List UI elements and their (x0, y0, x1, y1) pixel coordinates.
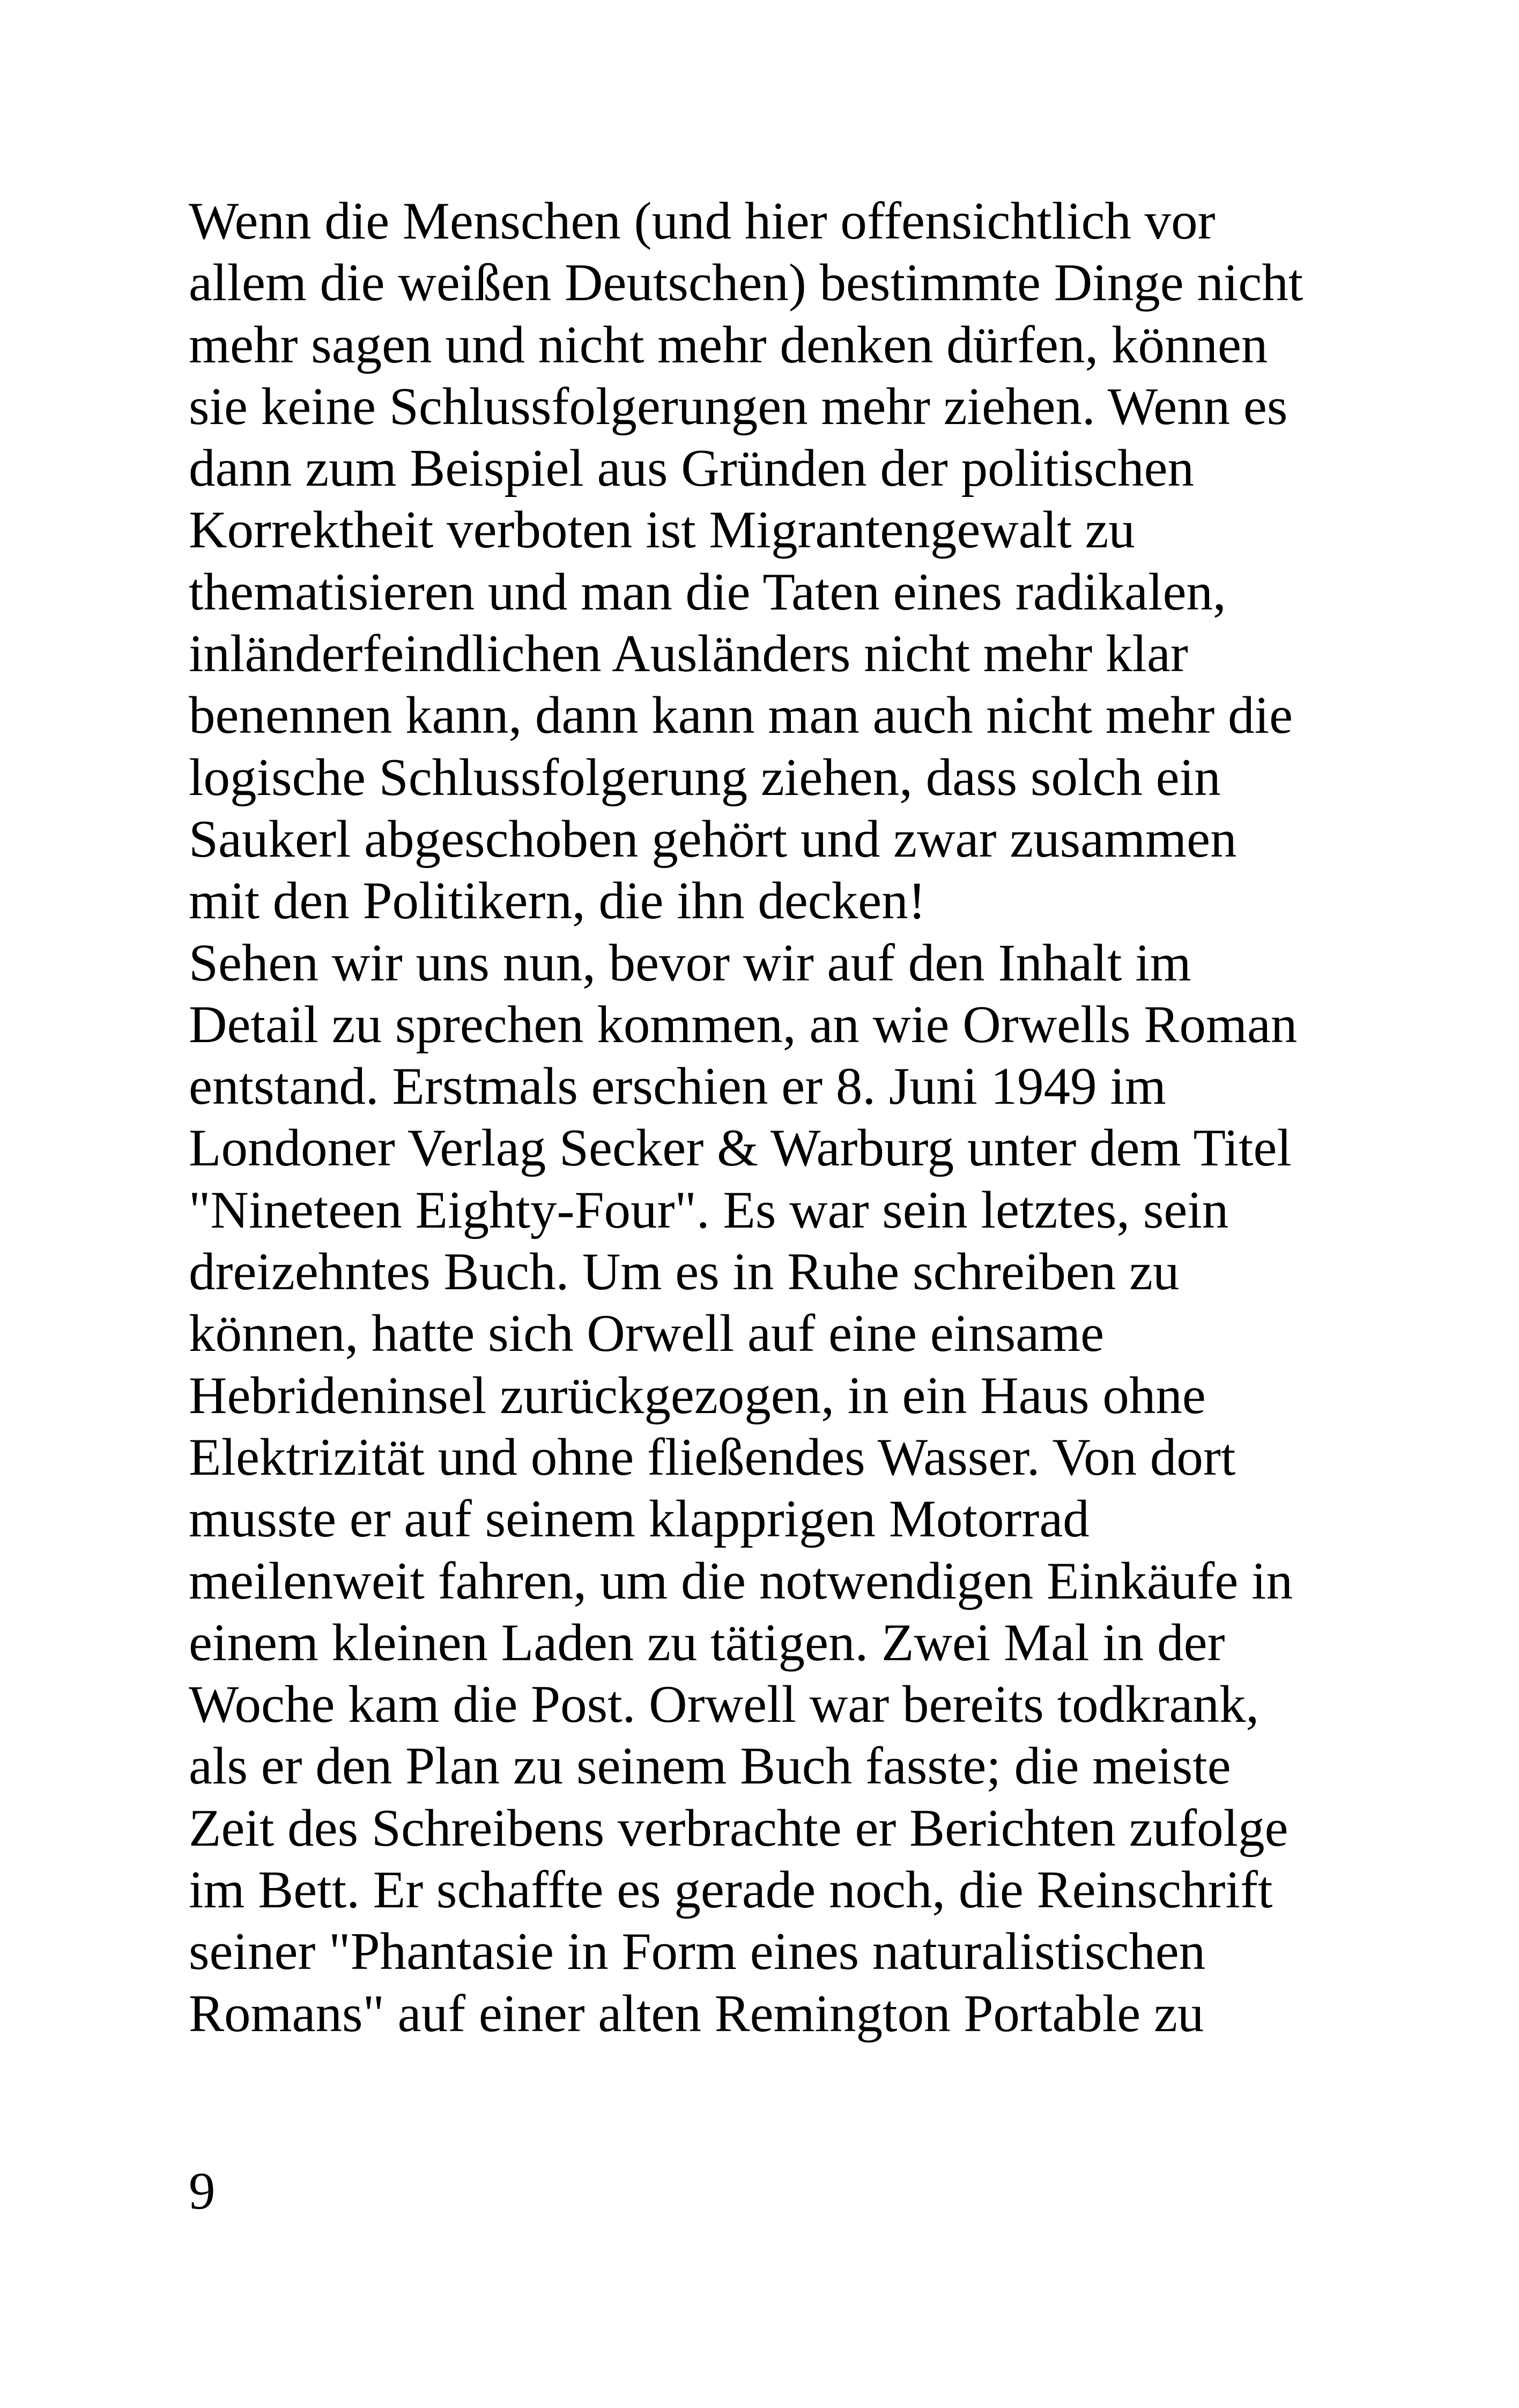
text-line: meilenweit fahren, um die notwendigen Einkäufe in (189, 1551, 1293, 1610)
text-line: thematisieren und man die Taten eines radikalen, (189, 562, 1226, 621)
text-line: Zeit des Schreibens verbrachte er Berichten zufolge (189, 1798, 1288, 1857)
text-line: einem kleinen Laden zu tätigen. Zwei Mal in der (189, 1613, 1225, 1672)
text-line: Londoner Verlag Secker & Warburg unter dem Titel (189, 1119, 1292, 1178)
text-line: Woche kam die Post. Orwell war bereits todkrank, (189, 1675, 1259, 1734)
text-line: Saukerl abgeschoben gehört und zwar zusammen (189, 809, 1237, 868)
text-line: entstand. Erstmals erschien er 8. Juni 1949 im (189, 1057, 1166, 1116)
text-line: Wenn die Menschen (und hier offensichtlich vor (189, 192, 1216, 250)
text-line: im Bett. Er schaffte es gerade noch, die Reinschrift (189, 1861, 1273, 1920)
text-line: Romans" auf einer alten Remington Portable zu (189, 1984, 1204, 2043)
text-line: sie keine Schlussfolgerungen mehr ziehen. Wenn es (189, 377, 1288, 436)
text-line: logische Schlussfolgerung ziehen, dass solch ein (189, 748, 1221, 807)
text-line: dann zum Beispiel aus Gründen der politischen (189, 439, 1195, 498)
text-line: Sehen wir uns nun, bevor wir auf den Inhalt im (189, 933, 1191, 992)
text-line: Elektrizität und ohne fließendes Wasser. Von dort (189, 1428, 1236, 1487)
text-line: Korrektheit verboten ist Migrantengewalt zu (189, 501, 1135, 560)
text-line: als er den Plan zu seinem Buch fasste; die meiste (189, 1737, 1231, 1796)
text-line: benennen kann, dann kann man auch nicht mehr die (189, 686, 1293, 745)
text-line: musste er auf seinem klapprigen Motorrad (189, 1490, 1090, 1549)
text-line: Hebrideninsel zurückgezogen, in ein Haus ohne (189, 1366, 1206, 1425)
text-line: können, hatte sich Orwell auf eine einsame (189, 1304, 1105, 1363)
body-text (189, 190, 1368, 2045)
text-line: seiner "Phantasie in Form eines naturalistischen (189, 1922, 1206, 1981)
text-line: mit den Politikern, die ihn decken! (189, 872, 926, 931)
text-line: inländerfeindlichen Ausländers nicht mehr klar (189, 625, 1188, 683)
text-line: dreizehntes Buch. Um es in Ruhe schreiben zu (189, 1243, 1180, 1302)
text-line: "Nineteen Eighty-Four". Es war sein letztes, sein (189, 1180, 1229, 1239)
text-line: allem die weißen Deutschen) bestimmte Dinge nicht (189, 254, 1303, 313)
text-line: Detail zu sprechen kommen, an wie Orwells Roman (189, 995, 1298, 1054)
page-number: 9 (189, 2162, 216, 2220)
text-line: mehr sagen und nicht mehr denken dürfen, können (189, 315, 1268, 374)
